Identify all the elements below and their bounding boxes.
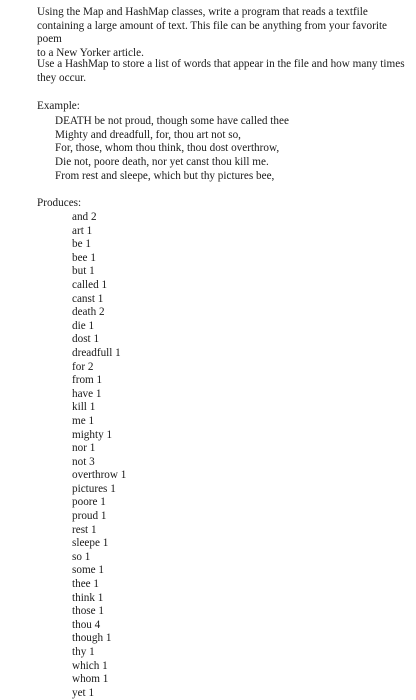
intro-paragraph: Using the Map and HashMap classes, write a program that reads a textfile containing a large amount of text. This file can be anything from your favorite poem to a New Yorker article. (37, 6, 388, 59)
word-count-row: canst 1 (72, 292, 104, 305)
word-count-list (72, 211, 126, 700)
word-count-row: for 2 (72, 360, 94, 373)
word-count-row: so 1 (72, 550, 91, 563)
word-count-row: pictures 1 (72, 482, 116, 495)
word-count-row: thy 1 (72, 646, 95, 658)
poem-line: DEATH be not proud, though some have called thee (55, 115, 289, 127)
word-count-row: death 2 (72, 306, 105, 319)
word-count-row: rest 1 (72, 523, 97, 536)
word-count-row: though 1 (72, 632, 112, 645)
word-count-row: those 1 (72, 605, 105, 618)
poem-line: From rest and sleepe, which but thy pictures bee, (55, 169, 275, 182)
word-count-row: bee 1 (72, 251, 96, 264)
word-count-row: art 1 (72, 224, 93, 237)
word-count-row: dost 1 (72, 333, 100, 346)
word-count-row: overthrow 1 (72, 469, 127, 482)
word-count-row: not 3 (72, 455, 95, 468)
word-count-row: whom 1 (72, 673, 109, 686)
word-count-row: me 1 (72, 414, 95, 427)
word-count-row: think 1 (72, 591, 104, 604)
poem-line: Die not, poore death, nor yet canst thou kill me. (55, 156, 269, 169)
word-count-row: be 1 (72, 238, 91, 251)
word-count-row: nor 1 (72, 442, 96, 455)
word-count-row: have 1 (72, 387, 102, 400)
word-count-row: die 1 (72, 319, 95, 332)
word-count-row: but 1 (72, 265, 95, 278)
produces-label: Produces: (37, 197, 82, 209)
word-count-row: yet 1 (72, 686, 95, 699)
word-count-row: dreadfull 1 (72, 346, 121, 359)
word-count-row: poore 1 (72, 496, 106, 509)
word-count-row: and 2 (72, 211, 97, 223)
word-count-row: some 1 (72, 564, 105, 577)
word-count-row: thee 1 (72, 578, 100, 591)
word-count-row: sleepe 1 (72, 537, 109, 550)
word-count-row: thou 4 (72, 618, 101, 631)
word-count-row: mighty 1 (72, 428, 113, 441)
word-count-row: which 1 (72, 659, 108, 672)
word-count-row: proud 1 (72, 510, 107, 523)
poem-line: Mighty and dreadfull, for, thou art not so, (55, 128, 241, 141)
hashmap-instruction-paragraph: Use a HashMap to store a list of words that appear in the file and how many times they occur. (37, 58, 405, 84)
word-count-row: called 1 (72, 278, 108, 291)
word-count-row: kill 1 (72, 401, 96, 414)
poem-line: For, those, whom thou think, thou dost overthrow, (55, 142, 280, 155)
example-poem (55, 115, 289, 183)
example-label: Example: (37, 100, 80, 112)
word-count-row: from 1 (72, 374, 103, 387)
